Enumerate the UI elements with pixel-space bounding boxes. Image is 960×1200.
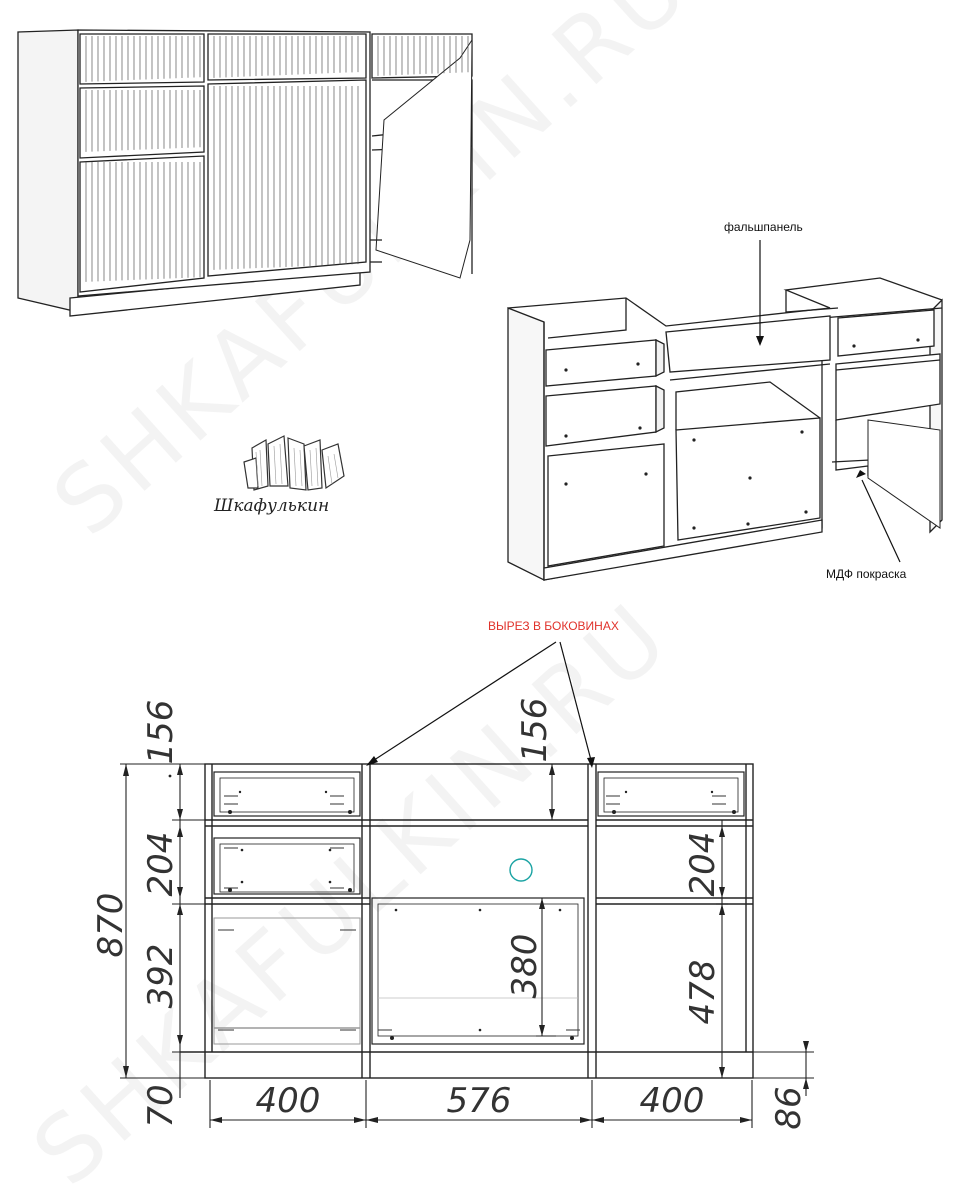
- watermark-text-2: [13, 581, 691, 1200]
- label-false-panel: фальшпанель: [724, 220, 803, 234]
- label-mdf-paint: МДФ покраска: [826, 567, 907, 581]
- dim-plinth: 70: [141, 1084, 181, 1128]
- dim-width-left: 400: [255, 1081, 321, 1121]
- dim-center-top-gap: 156: [515, 697, 555, 763]
- dim-right-plinth: 86: [769, 1086, 809, 1130]
- fluted-fronts-left: [80, 34, 204, 292]
- dim-left-top-gap: 156: [141, 699, 181, 765]
- dim-right-opening: 478: [683, 959, 723, 1025]
- cabinet-iso-open: [508, 278, 942, 580]
- dim-total-height: 870: [91, 892, 131, 958]
- brand-name: Шкафулькин: [214, 496, 330, 516]
- dim-left-door: 392: [141, 943, 181, 1009]
- label-side-cutout: ВЫРЕЗ В БОКОВИНАХ: [488, 619, 619, 633]
- dim-right-drawer2: 204: [683, 831, 723, 897]
- marker-circle: [510, 859, 532, 881]
- dim-width-right: 400: [639, 1081, 705, 1121]
- dim-width-center: 576: [446, 1081, 512, 1121]
- brand-logo: [213, 436, 344, 516]
- dim-center-drawer: 380: [505, 933, 545, 999]
- dim-left-drawer2: 204: [141, 831, 181, 897]
